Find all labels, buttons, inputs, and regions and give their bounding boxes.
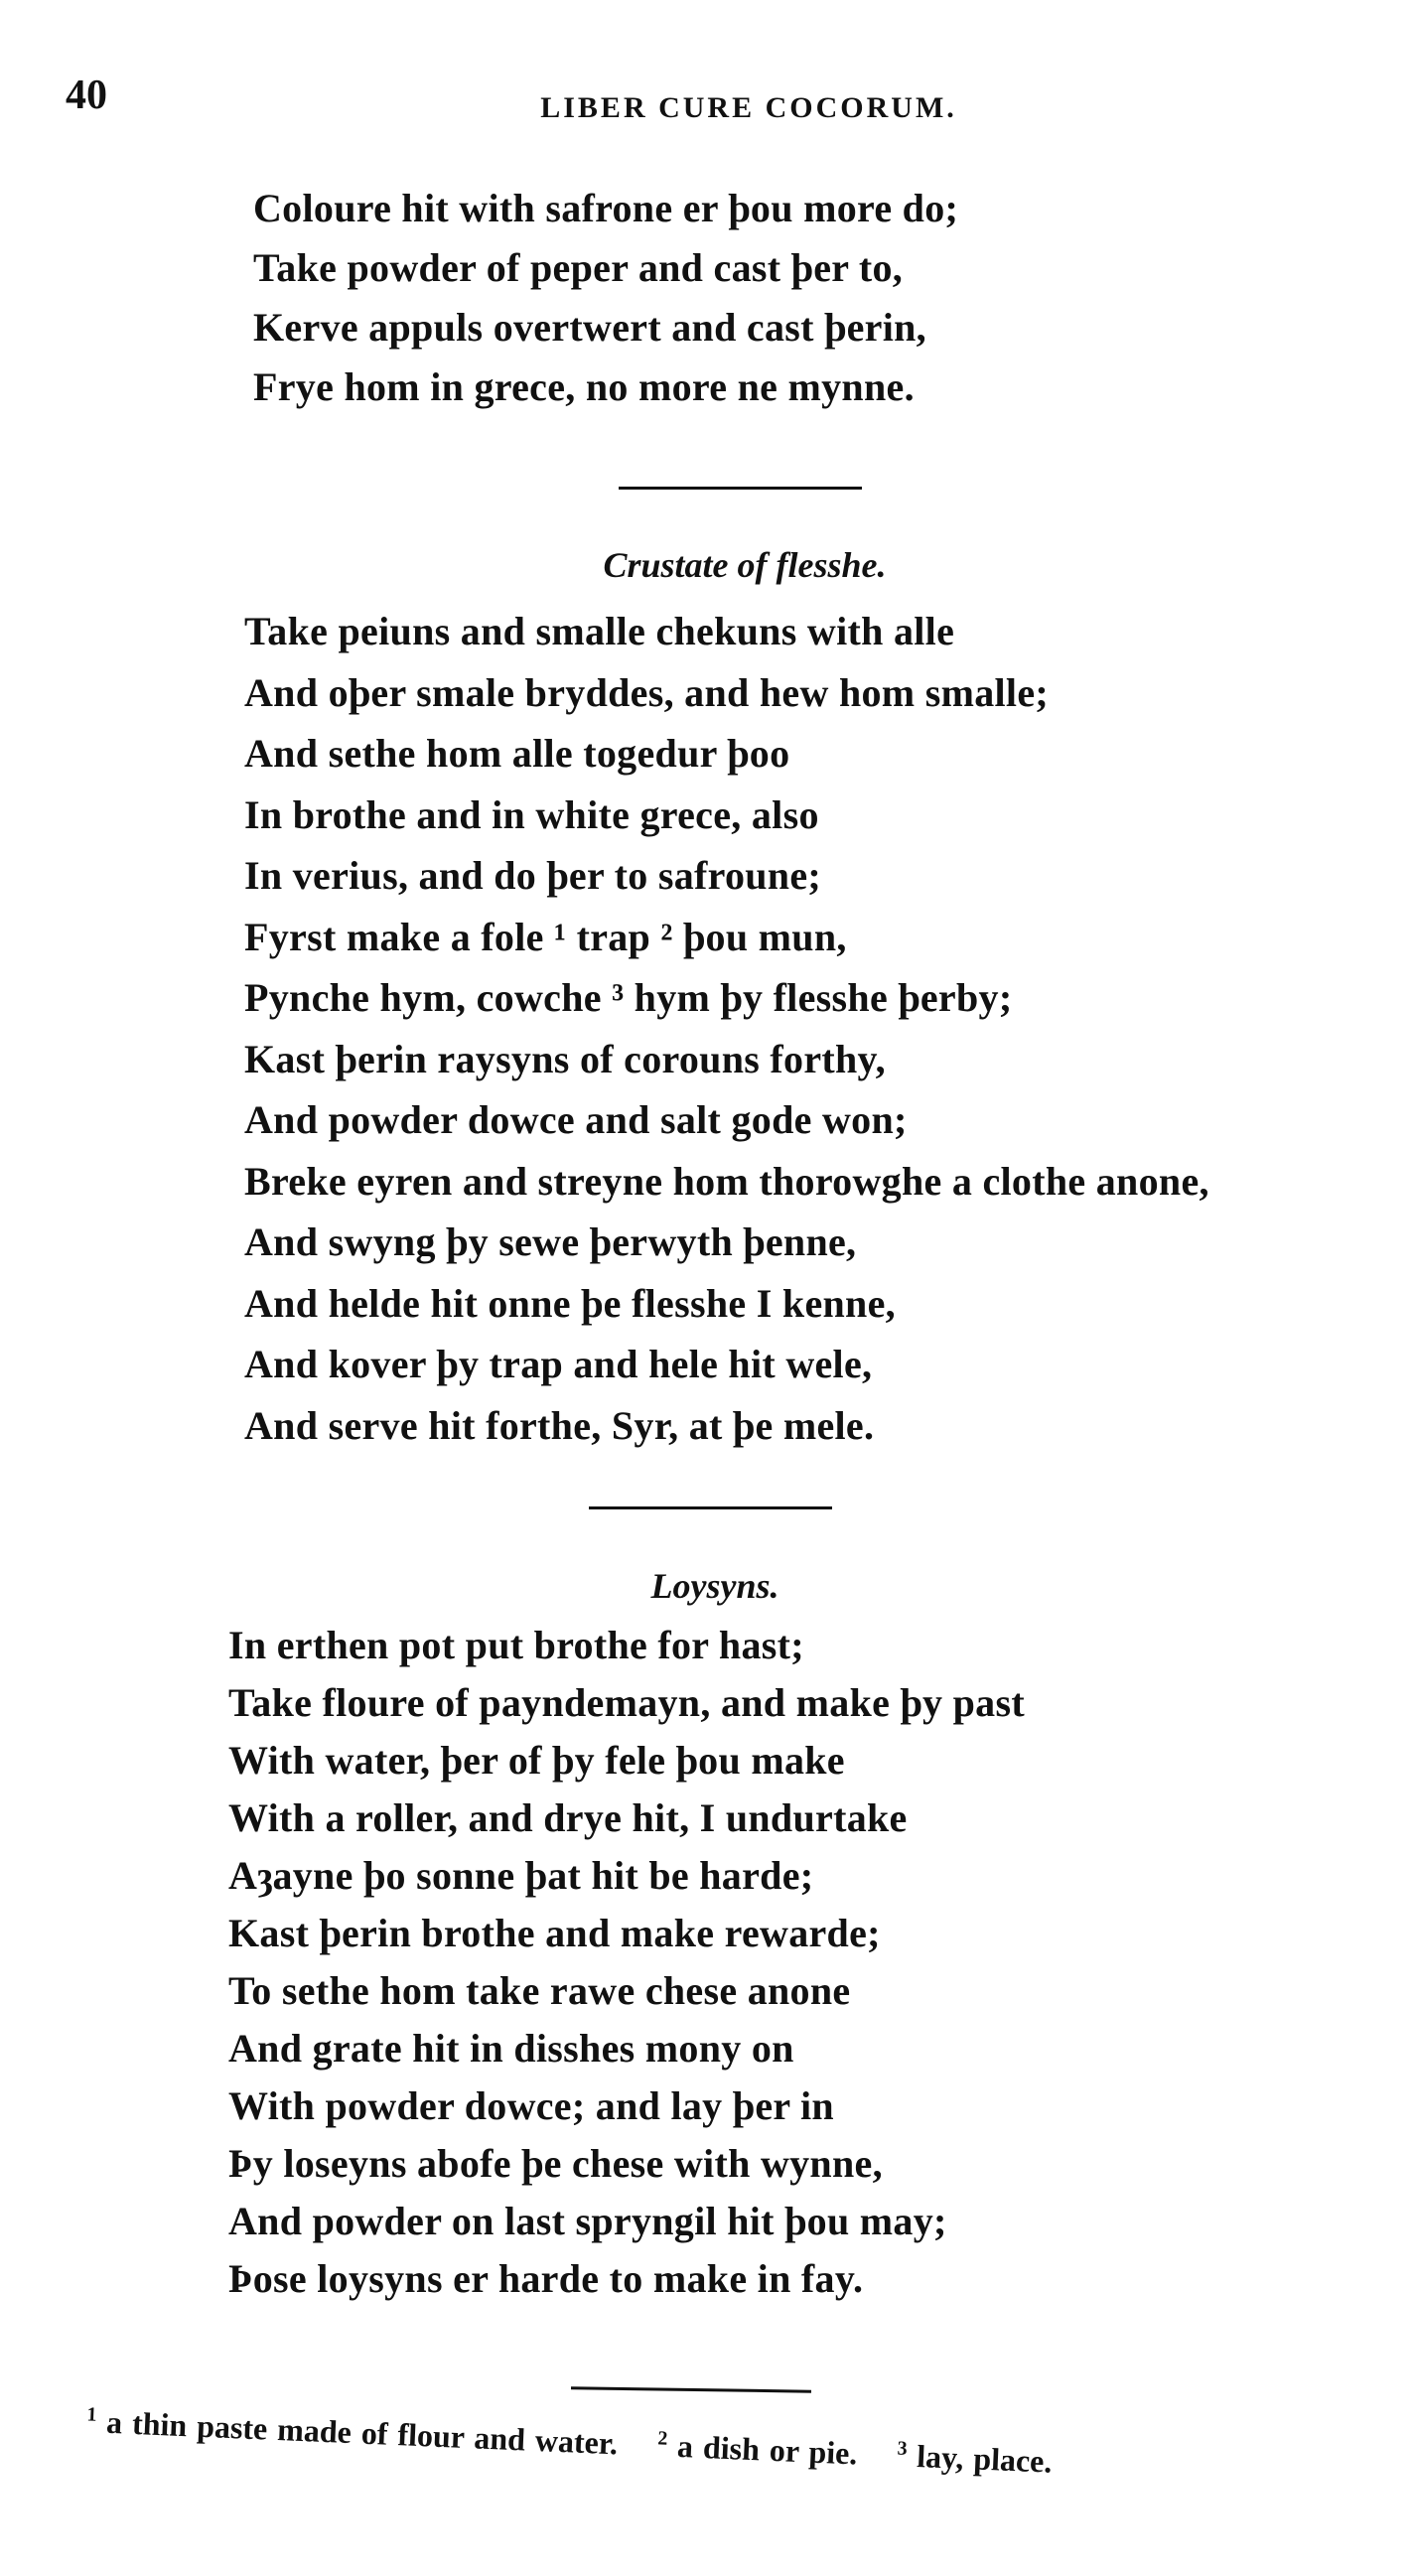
verse-line: And sethe hom alle togedur þoo — [244, 731, 790, 776]
verse-line: In verius, and do þer to safroune; — [244, 853, 822, 898]
verse-line: And powder on last spryngil hit þou may; — [228, 2199, 947, 2243]
footnote-mark: 3 — [897, 2437, 909, 2460]
footnote-text: a dish or pie. — [676, 2427, 859, 2472]
verse-line: And grate hit in disshes mony on — [228, 2026, 794, 2071]
verse-line: With powder dowce; and lay þer in — [228, 2083, 834, 2128]
recipe-title-loysyns: Loysyns. — [650, 1566, 779, 1606]
poem-continuation — [253, 179, 958, 417]
verse-line: Frye hom in grece, no more ne mynne. — [253, 364, 915, 409]
footnote — [656, 2427, 858, 2471]
verse-line: And swyng þy sewe þerwyth þenne, — [244, 1219, 857, 1264]
verse-line: Þy loseyns abofe þe chese with wynne, — [228, 2141, 883, 2186]
verse-line: Coloure hit with safrone er þou more do; — [253, 186, 959, 230]
verse-line: To sethe hom take rawe chese anone — [228, 1968, 851, 2013]
section-divider — [589, 1506, 832, 1509]
verse-line: Kast þerin raysyns of corouns forthy, — [244, 1036, 886, 1081]
verse-line: Take peiuns and smalle chekuns with alle — [244, 609, 955, 653]
footnote-mark: 1 — [86, 2403, 97, 2426]
recipe-title-crustate: Crustate of flesshe. — [603, 545, 887, 585]
footnote-text: lay, place. — [916, 2438, 1054, 2480]
verse-line: Take floure of payndemayn, and make þy past — [228, 1680, 1025, 1725]
verse-line: In brothe and in white grece, also — [244, 791, 819, 837]
verse-line: In erthen pot put brothe for hast; — [228, 1623, 804, 1667]
footnote-text: a thin paste made of flour and water. — [105, 2403, 619, 2462]
verse-line: Fyrst make a fole ¹ trap ² þou mun, — [244, 914, 847, 959]
verse-line: And kover þy trap and hele hit wele, — [244, 1342, 873, 1386]
verse-line: Breke eyren and streyne hom thorowghe a clothe anone, — [244, 1158, 1209, 1204]
verse-line: Kast þerin brothe and make rewarde; — [228, 1911, 881, 1955]
verse-line: With a roller, and drye hit, I undurtake — [228, 1795, 908, 1840]
running-head: LIBER CURE COCORUM. — [540, 91, 957, 124]
verse-line: And serve hit forthe, Syr, at þe mele. — [244, 1402, 875, 1448]
verse-line: Pynche hym, cowche ³ hym þy flesshe þerby; — [244, 975, 1013, 1020]
verse-line: Kerve appuls overtwert and cast þerin, — [253, 305, 926, 350]
verse-line: And oþer smale bryddes, and hew hom smalle; — [244, 669, 1050, 715]
verse-line: With water, þer of þy fele þou make — [228, 1738, 845, 1783]
footnote — [897, 2437, 1054, 2480]
footnote-divider — [571, 2386, 811, 2392]
footnote — [85, 2403, 618, 2461]
recipe-loysyns-text — [228, 1617, 1025, 2308]
verse-line: Þose loysyns er harde to make in fay. — [228, 2256, 864, 2301]
verse-line: And helde hit onne þe flesshe I kenne, — [244, 1280, 896, 1326]
footnote-mark: 2 — [656, 2427, 668, 2450]
footnotes — [85, 2403, 1082, 2482]
recipe-crustate-text — [244, 601, 1209, 1456]
page-number: 40 — [66, 72, 107, 118]
section-divider — [619, 487, 862, 490]
verse-line: Aȝayne þo sonne þat hit be harde; — [228, 1853, 814, 1898]
verse-line: And powder dowce and salt gode won; — [244, 1097, 908, 1142]
verse-line: Take powder of peper and cast þer to, — [253, 245, 904, 290]
